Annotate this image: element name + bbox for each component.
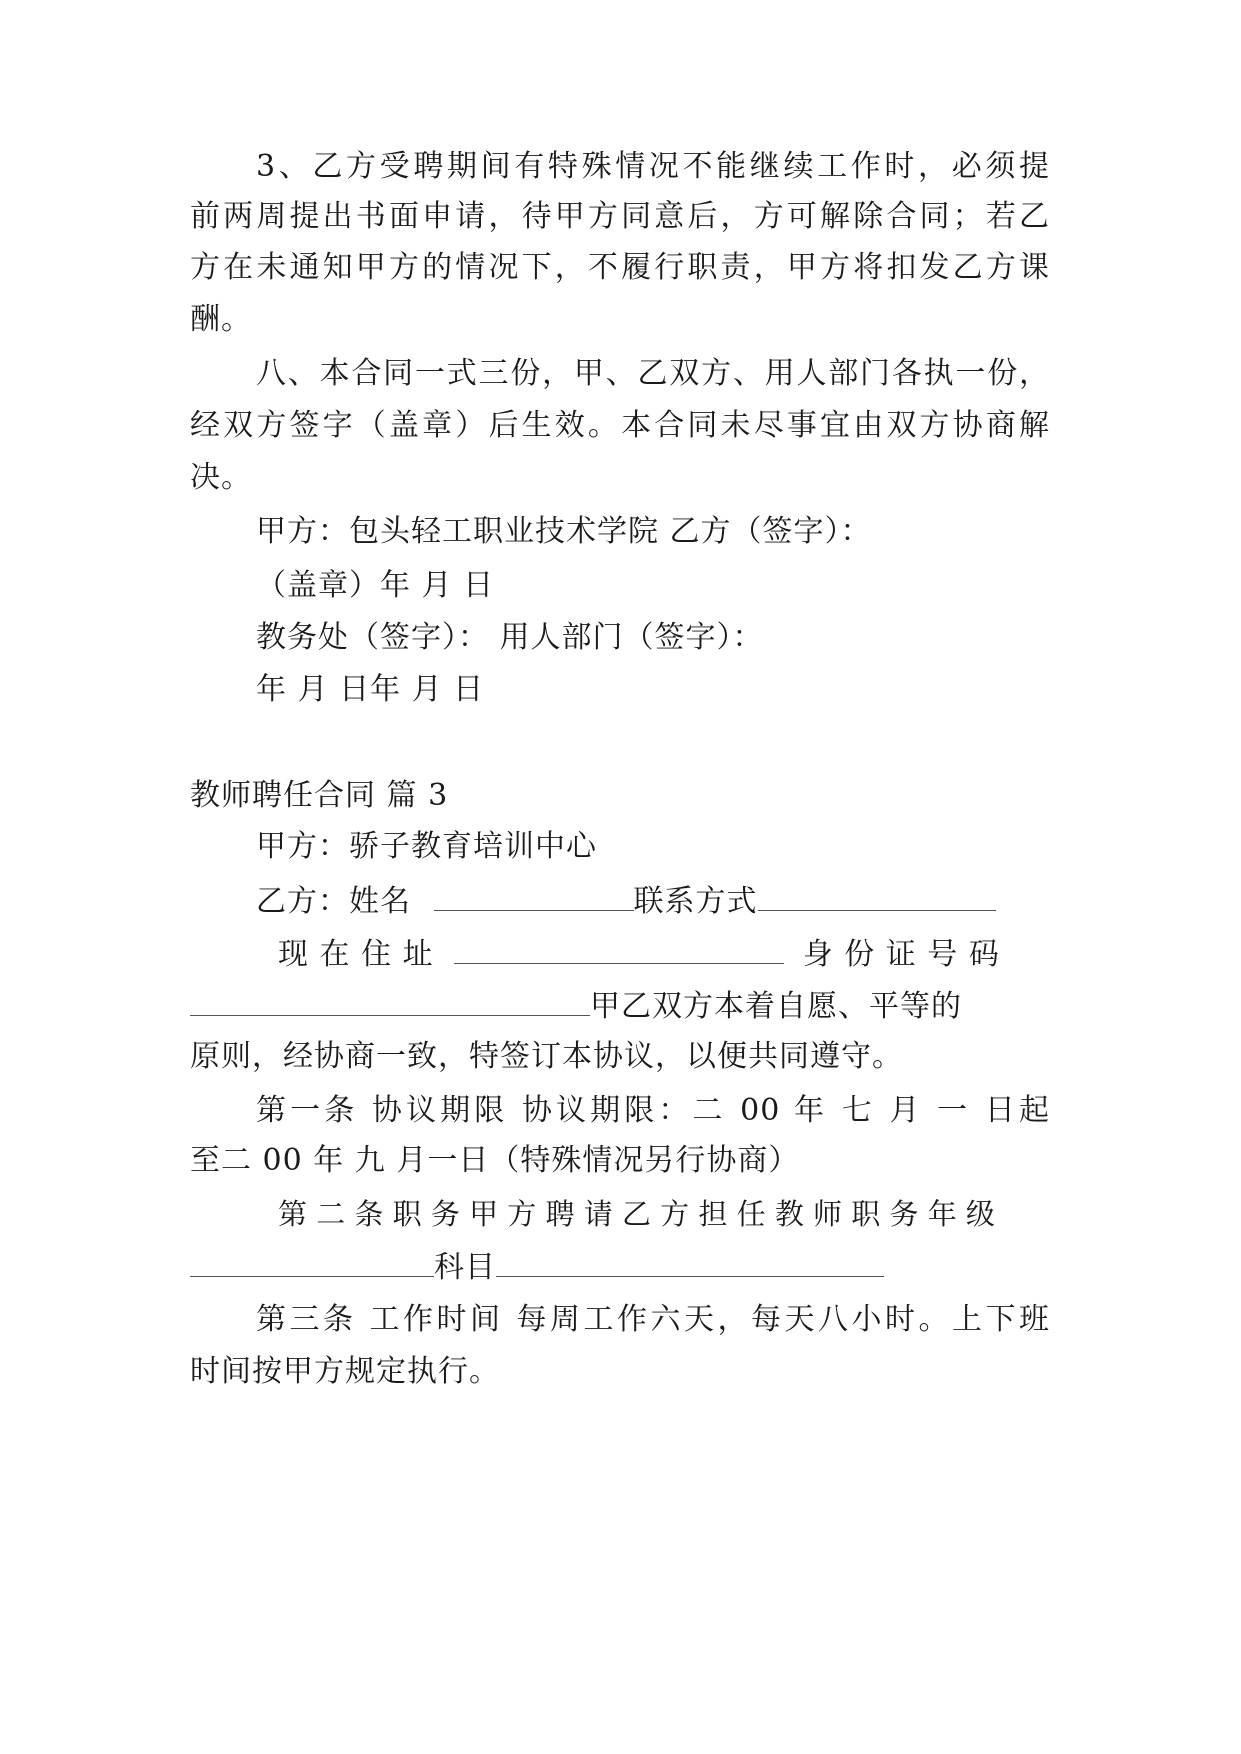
principle-tail: 甲乙双方本着自愿、平等的 xyxy=(590,989,962,1024)
article1-line-2: 至二 00 年 九 月一日（特殊情况另行协商） xyxy=(190,1143,800,1178)
article3-line-2: 时间按甲方规定执行。 xyxy=(190,1354,500,1389)
address-blank[interactable] xyxy=(454,933,784,964)
name-blank[interactable] xyxy=(434,880,634,911)
subject-label: 科目 xyxy=(434,1250,496,1285)
article1-line-1: 第一条 协议期限 协议期限：二 00 年 七 月 一 日起 xyxy=(256,1093,1050,1128)
signature-dept-line: 教务处（签字）： 用人部门（签字）： xyxy=(256,620,764,655)
address-id-line xyxy=(278,933,1050,973)
signature-dates: 年 月 日年 月 日 xyxy=(256,672,485,707)
clause3-line-3: 方在未通知甲方的情况下，不履行职责，甲方将扣发乙方课 xyxy=(190,250,1050,285)
article3-line-1: 第三条 工作时间 每周工作六天，每天八小时。上下班 xyxy=(256,1302,1050,1337)
party-b-name-line xyxy=(256,880,1050,920)
address-label: 现 在 住 址 xyxy=(278,937,434,972)
clause8-line-1: 八、本合同一式三份，甲、乙双方、用人部门各执一份， xyxy=(256,356,1050,391)
subject-blank[interactable] xyxy=(496,1246,884,1277)
grade-blank[interactable] xyxy=(190,1246,434,1277)
contact-label: 联系方式 xyxy=(633,884,758,919)
clause8-line-3: 决。 xyxy=(190,460,252,495)
clause3-line-2: 前两周提出书面申请，待甲方同意后，方可解除合同；若乙 xyxy=(190,199,1050,234)
id-principle-line xyxy=(190,985,1050,1025)
party-b-name-label: 乙方：姓名 xyxy=(256,884,411,919)
principle-line: 原则，经协商一致，特签订本协议，以便共同遵守。 xyxy=(190,1039,903,1074)
clause3-line-1: 3、乙方受聘期间有特殊情况不能继续工作时，必须提 xyxy=(256,149,1050,184)
section-title: 教师聘任合同 篇 3 xyxy=(190,778,449,813)
clause8-line-2: 经双方签字（盖章）后生效。本合同未尽事宜由双方协商解 xyxy=(190,408,1050,443)
article2-line-2 xyxy=(190,1246,1050,1286)
article2-line-1: 第 二 条 职 务 甲 方 聘 请 乙 方 担 任 教 师 职 务 年 级 xyxy=(278,1197,995,1231)
signature-party-line: 甲方：包头轻工职业技术学院 乙方（签字）： xyxy=(256,514,872,549)
id-label: 身 份 证 号 码 xyxy=(802,937,1000,972)
contact-blank[interactable] xyxy=(758,880,996,911)
signature-seal-date: （盖章）年 月 日 xyxy=(256,568,495,603)
party-a-line: 甲方：骄子教育培训中心 xyxy=(256,829,597,864)
clause3-line-4: 酬。 xyxy=(190,302,252,337)
id-blank[interactable] xyxy=(190,985,590,1016)
